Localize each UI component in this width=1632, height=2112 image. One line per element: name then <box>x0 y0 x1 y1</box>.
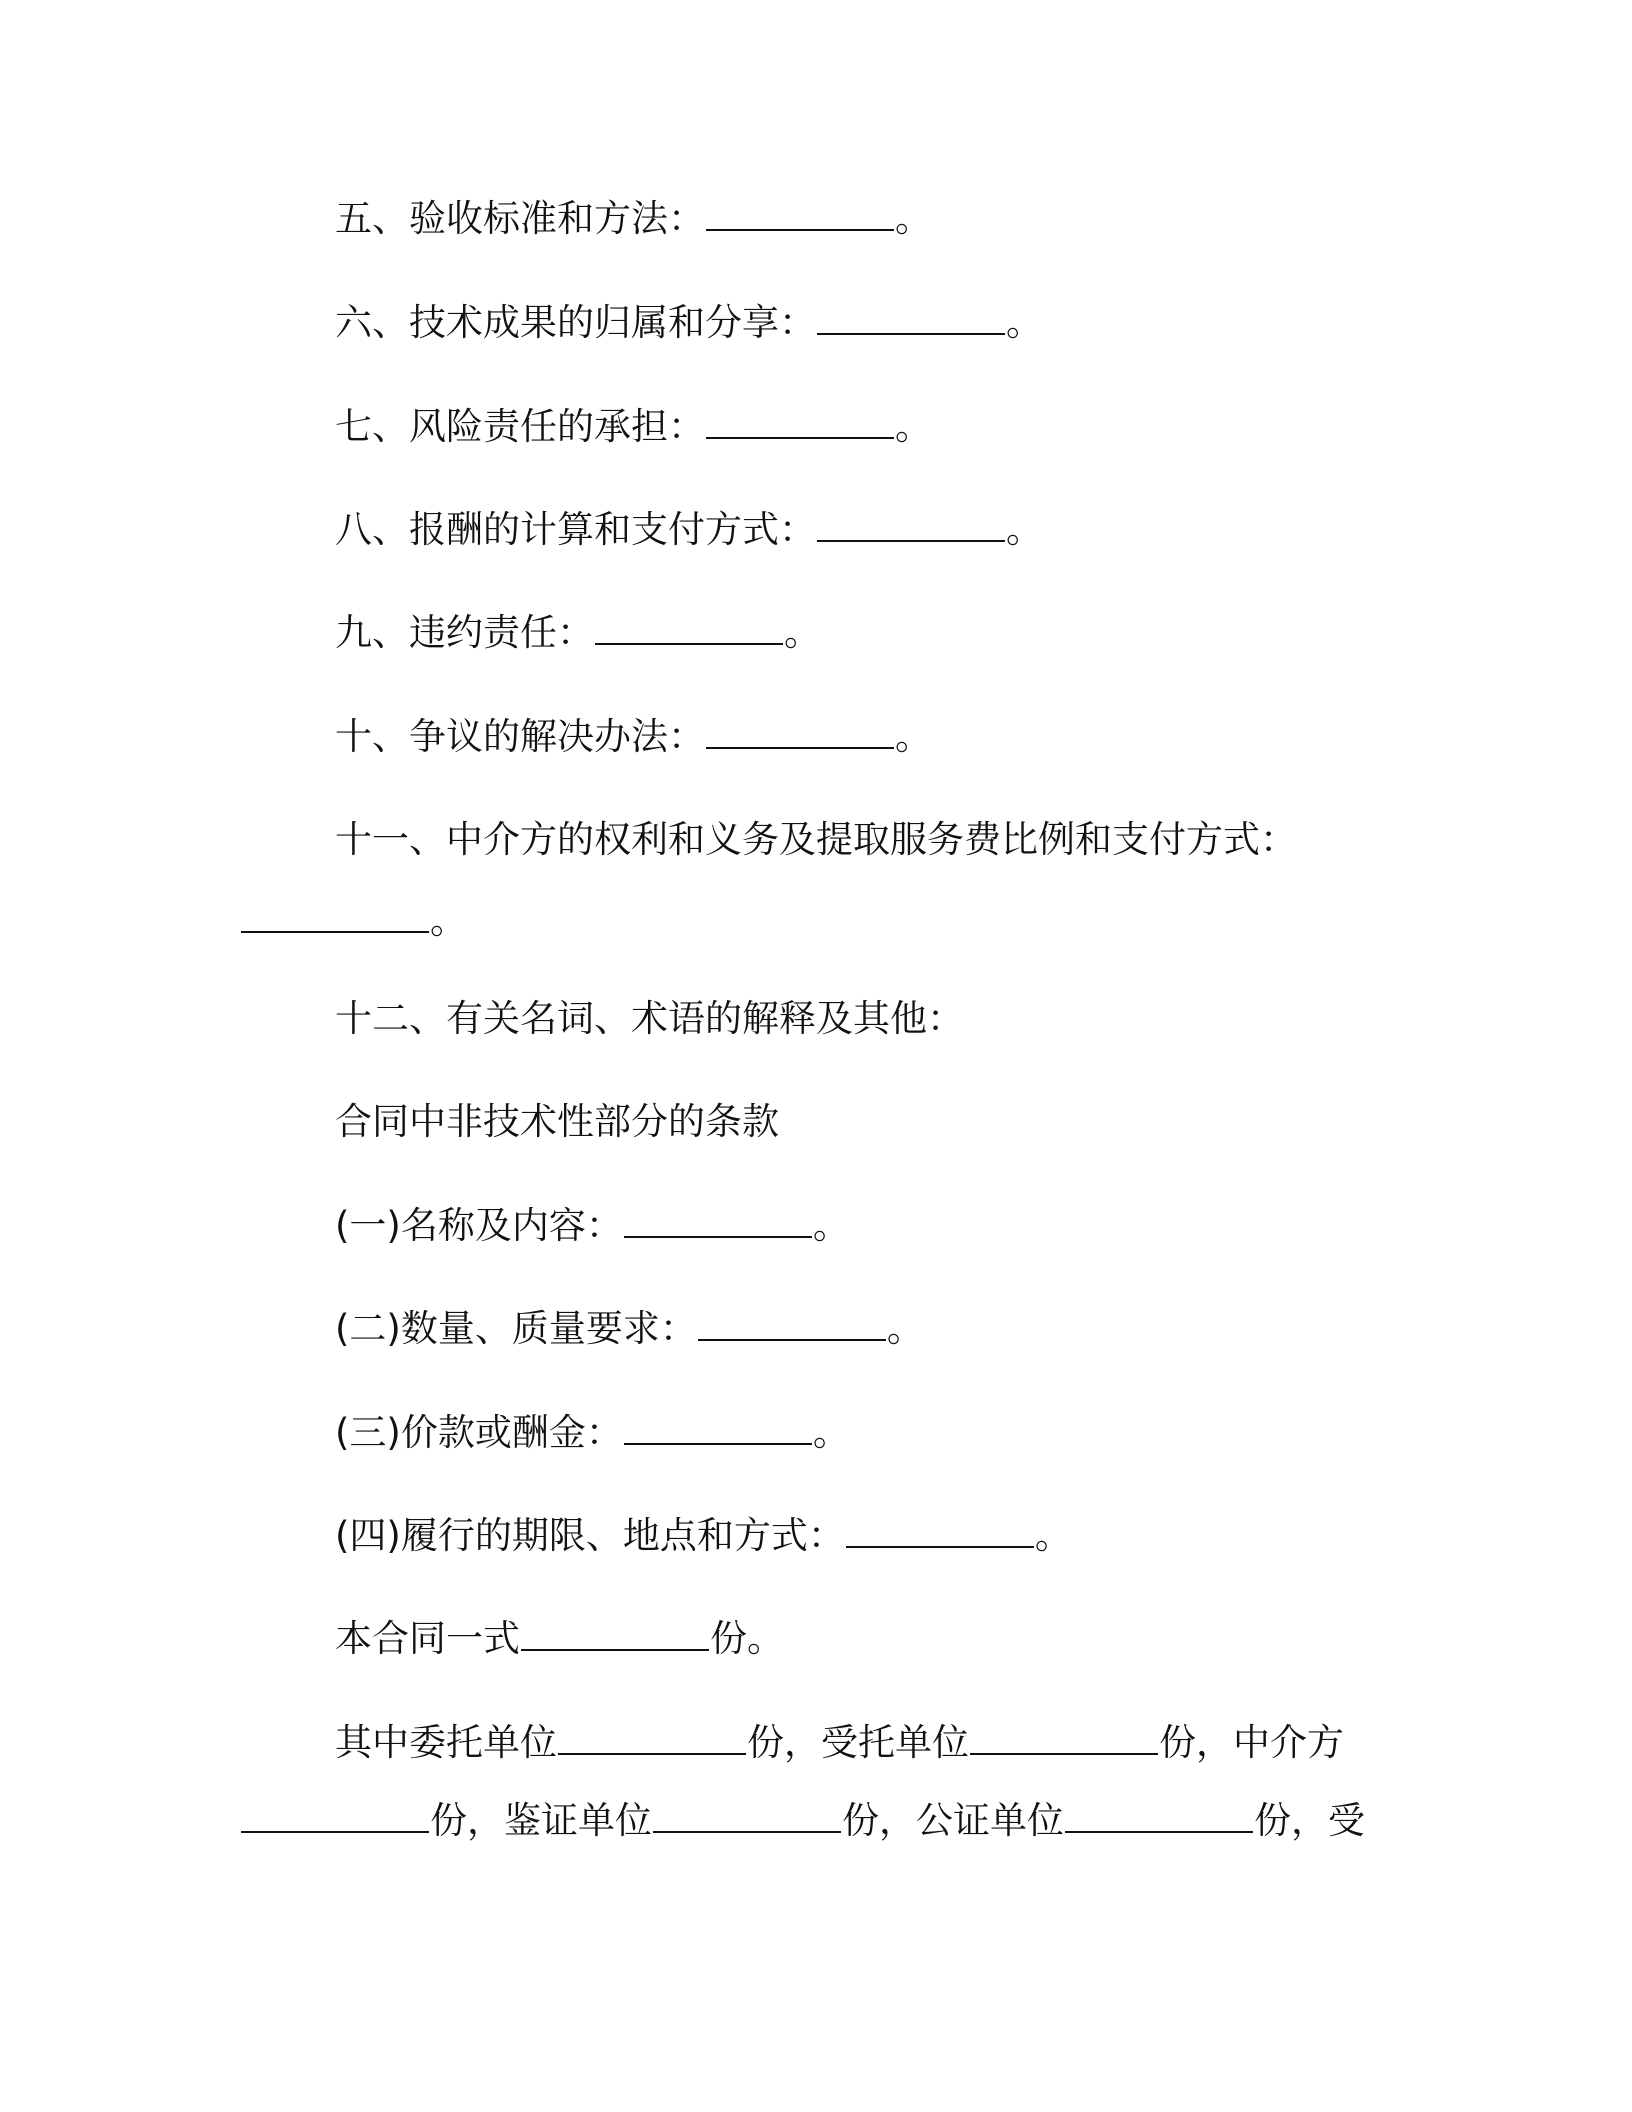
fill-blank[interactable] <box>521 1615 709 1651</box>
fill-blank[interactable] <box>558 1719 746 1755</box>
copies-text: 份，中介方 <box>1159 1721 1344 1764</box>
fill-blank[interactable] <box>624 1202 812 1238</box>
fill-blank[interactable] <box>1065 1797 1253 1833</box>
copies-text: 份，公证单位 <box>842 1799 1064 1842</box>
period: 。 <box>886 1307 924 1350</box>
clause-nine <box>335 609 1495 657</box>
clause-eleven <box>335 816 1495 864</box>
fill-blank[interactable] <box>706 195 894 231</box>
copies-suffix: 份。 <box>710 1617 784 1660</box>
clause-seven-text: 七、风险责任的承担： <box>335 405 705 448</box>
clause-twelve <box>335 995 1495 1043</box>
fill-blank[interactable] <box>241 897 429 933</box>
fill-blank[interactable] <box>970 1719 1158 1755</box>
sub-item-three <box>335 1409 1495 1457</box>
clause-twelve-text: 十二、有关名词、术语的解释及其他： <box>335 997 964 1040</box>
clause-eleven-text: 十一、中介方的权利和义务及提取服务费比例和支付方式： <box>335 818 1297 861</box>
clause-five-text: 五、验收标准和方法： <box>335 197 705 240</box>
copies-prefix: 本合同一式 <box>335 1617 520 1660</box>
section-heading-text: 合同中非技术性部分的条款 <box>335 1100 779 1143</box>
clause-five <box>335 195 1495 243</box>
period: 。 <box>812 1411 850 1454</box>
copies-distribution-line2 <box>240 1797 1400 1845</box>
fill-blank[interactable] <box>706 713 894 749</box>
period: 。 <box>895 197 932 240</box>
copies-text: 份，受托单位 <box>747 1721 969 1764</box>
fill-blank[interactable] <box>653 1797 841 1833</box>
sub-item-three-text: (三)价款或酬金： <box>335 1411 623 1454</box>
clause-ten <box>335 713 1495 761</box>
fill-blank[interactable] <box>241 1797 429 1833</box>
copies-total <box>335 1615 1495 1663</box>
copies-text: 其中委托单位 <box>335 1721 557 1764</box>
clause-eleven-continued <box>240 897 1400 945</box>
sub-item-one <box>335 1202 1495 1250</box>
sub-item-two-text: (二)数量、质量要求： <box>335 1307 697 1350</box>
copies-text: 份，受 <box>1254 1799 1365 1842</box>
clause-ten-text: 十、争议的解决办法： <box>335 715 705 758</box>
clause-seven <box>335 403 1495 451</box>
copies-distribution-line1 <box>335 1719 1495 1767</box>
clause-eight-text: 八、报酬的计算和支付方式： <box>335 508 816 551</box>
clause-nine-text: 九、违约责任： <box>335 611 594 654</box>
period: 。 <box>784 611 821 654</box>
clause-eight <box>335 506 1495 554</box>
sub-item-four <box>335 1512 1495 1560</box>
section-heading <box>335 1098 1495 1146</box>
period: 。 <box>895 715 932 758</box>
period: 。 <box>430 899 467 942</box>
period: 。 <box>1006 508 1043 551</box>
fill-blank[interactable] <box>846 1512 1034 1548</box>
period: 。 <box>812 1204 850 1247</box>
fill-blank[interactable] <box>817 299 1005 335</box>
period: 。 <box>1006 301 1043 344</box>
sub-item-two <box>335 1305 1495 1353</box>
fill-blank[interactable] <box>698 1305 886 1341</box>
fill-blank[interactable] <box>595 609 783 645</box>
period: 。 <box>1034 1514 1072 1557</box>
clause-six-text: 六、技术成果的归属和分享： <box>335 301 816 344</box>
fill-blank[interactable] <box>817 506 1005 542</box>
sub-item-one-text: (一)名称及内容： <box>335 1204 623 1247</box>
clause-six <box>335 299 1495 347</box>
period: 。 <box>895 405 932 448</box>
fill-blank[interactable] <box>706 403 894 439</box>
sub-item-four-text: (四)履行的期限、地点和方式： <box>335 1514 845 1557</box>
copies-text: 份，鉴证单位 <box>430 1799 652 1842</box>
fill-blank[interactable] <box>624 1409 812 1445</box>
